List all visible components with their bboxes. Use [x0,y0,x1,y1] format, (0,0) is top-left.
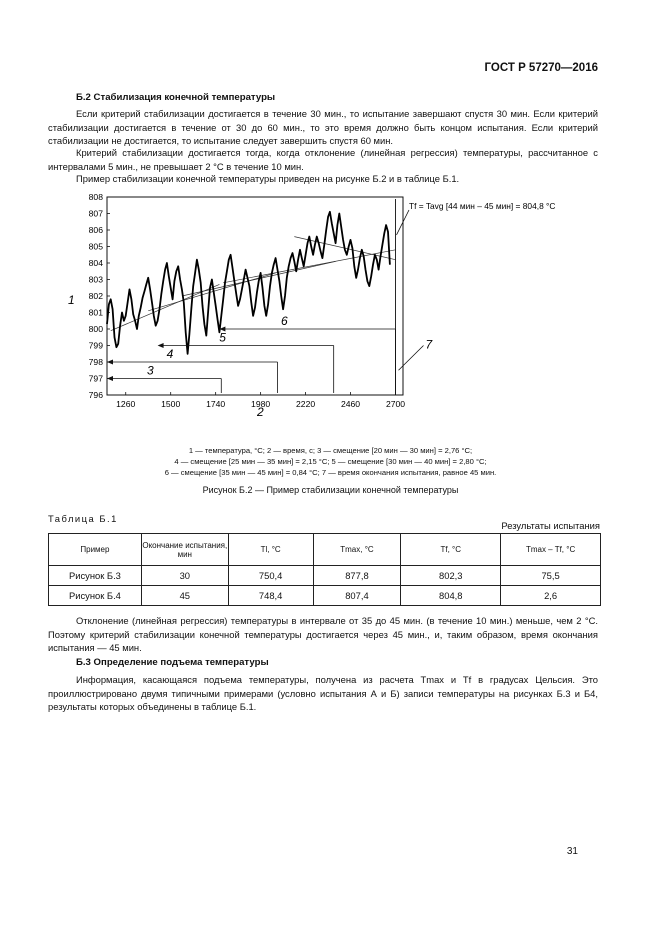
y-tick-label: 807 [88,208,103,219]
y-tick-label: 808 [88,192,103,202]
page-number: 31 [566,846,578,857]
table-cell: 2,6 [501,586,601,606]
table-header-row [49,534,601,566]
x-tick-label: 2220 [296,399,316,409]
interval-label: 3 [146,363,154,378]
section-b2-paragraph-1: Если критерий стабилизации достигается в течение 30 мин., то испытание завершают спустя 30 мин. Если критерий стабилизации достигается в течение от 30 до 60 мин., то это время должно быть концом испытания. Если критерий стабилизации не достигается, то испытание следует завершить спустя 60 мин. [48,108,598,146]
y-tick-label: 802 [88,291,103,301]
regression-line [223,250,395,283]
x-tick-label: 1740 [206,399,226,409]
figure-caption: Рисунок Б.2 — Пример стабилизации конечной температуры [202,485,459,495]
section-b2-paragraph-3: Пример стабилизации конечной температуры приведен на рисунке Б.2 и в таблице Б.1. [76,173,460,184]
table-cell: 807,4 [313,586,401,606]
table-cell: 804,8 [401,586,501,606]
legend-line-3: 6 — смещение [35 мин — 45 мин] = 0,84 °С; 7 — время окончания испытания, равное 45 мин. [164,468,497,477]
x-axis-number: 2 [257,405,264,419]
y-tick-label: 799 [88,340,103,351]
end-marker-label: 7 [425,337,433,352]
table-header-cell: Tl, °С [228,534,313,566]
table-cell: 748,4 [228,586,313,606]
section-b3-paragraph: Информация, касающаяся подъема температуры, получена из расчета Tmax и Tf в градусах Цельсия. Это проиллюстрировано двумя типичными примерами (условно испытания А и Б) записи температуры на рисунках Б.3 и Б4, результаты которых объединены в таблице Б.1. [48,674,598,712]
table-cell: 75,5 [501,566,601,586]
table-row [49,566,601,586]
end-marker-leader [399,346,424,371]
section-b2-title: Б.2 Стабилизация конечной температуры [76,92,276,103]
table-cell: 45 [141,586,228,606]
table-header-cell: Пример [49,534,142,566]
y-tick-label: 798 [88,357,103,367]
section-b3-title: Б.3 Определение подъема температуры [76,657,269,668]
table-label: Таблица Б.1 [48,513,118,524]
y-tick-label: 805 [88,241,103,252]
table-title: Результаты испытания [501,520,600,531]
y-tick-label: 806 [88,225,103,235]
x-tick-label: 2460 [340,399,361,409]
table-row [49,586,601,606]
y-tick-label: 797 [88,373,103,384]
y-tick-label: 803 [88,274,103,285]
interval-label: 4 [166,347,174,361]
table-cell: 750,4 [228,566,313,586]
interval-label: 5 [219,330,226,345]
table-cell: Рисунок Б.3 [49,566,142,586]
table-cell: 30 [141,566,228,586]
x-tick-label: 1260 [116,399,136,409]
legend-line-2: 4 — смещение [25 мин — 35 мин] = 2,15 °С; 5 — смещение [30 мин — 40 мин] = 2,80 °С; [174,457,487,466]
table-header-cell: Tmax, °С [313,534,401,566]
table-cell: Рисунок Б.4 [49,586,142,606]
x-tick-label: 2700 [385,399,406,409]
table-header-cell: Tf, °С [401,534,501,566]
x-tick-label: 1500 [161,399,181,409]
y-tick-label: 796 [88,390,103,400]
temperature-series-line [107,212,390,354]
tf-annotation: Tf = Tavg [44 мин – 45 мин] = 804,8 °С [409,201,556,211]
y-axis-number: 1 [68,293,75,307]
interval-arrowhead [107,376,113,381]
table-cell: 877,8 [313,566,401,586]
temperature-stabilization-chart [60,188,600,420]
section-b2-paragraph-2: Критерий стабилизации достигается тогда, когда отклонение (линейная регрессия) температуры, рассчитанное с интервалами 5 мин., не превышает 2 °С в течение 10 мин. [48,147,598,172]
table-cell: 802,3 [401,566,501,586]
table-header-cell: Окончание испытания, мин [141,534,228,566]
interval-arrowhead [107,360,113,365]
legend-line-1: 1 — температура, °С; 2 — время, с; 3 — смещение [20 мин — 30 мин] = 2,76 °С; [188,446,473,455]
table-header-cell: Tmax – Tf, °С [501,534,601,566]
y-tick-label: 801 [88,307,103,318]
results-table [48,533,601,606]
interval-label: 6 [281,314,288,328]
y-tick-label: 804 [88,258,103,268]
x-tick-label: 1980 [251,399,271,409]
interval-arrowhead [158,343,164,348]
y-tick-label: 800 [88,324,103,334]
conclusion-paragraph: Отклонение (линейная регрессия) температуры в интервале от 35 до 45 мин. (в течение 10 мин.) меньше, чем 2 °С. Поэтому критерий стабилизации конечной температуры достигается через 45 мин., и, таким образом, время окончания испытания — 45 мин. [48,615,598,653]
document-header: ГОСТ Р 57270—2016 [484,62,598,74]
